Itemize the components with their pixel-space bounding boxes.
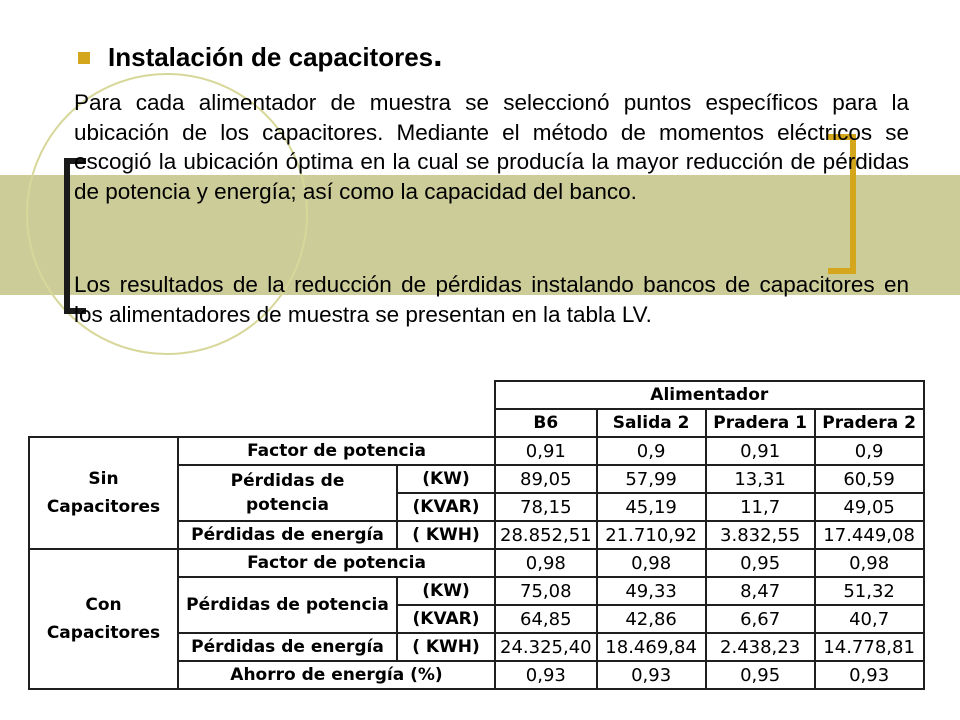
table-cell: 0,98 <box>597 549 706 577</box>
table-cell: 0,98 <box>815 549 924 577</box>
results-table <box>28 380 925 690</box>
table-cell: 51,32 <box>815 577 924 605</box>
table-cell: 18.469,84 <box>597 633 706 661</box>
unit-label: (KW) <box>397 465 495 493</box>
unit-label: (KVAR) <box>397 605 495 633</box>
table-cell: 21.710,92 <box>597 521 706 549</box>
table-cell: 45,19 <box>597 493 706 521</box>
table-cell: 11,7 <box>706 493 815 521</box>
heading-period: . <box>433 36 443 74</box>
table-cell: 17.449,08 <box>815 521 924 549</box>
table-cell: 89,05 <box>495 465 597 493</box>
table-cell: 49,33 <box>597 577 706 605</box>
column-header: Salida 2 <box>597 409 706 437</box>
table-cell: 75,08 <box>495 577 597 605</box>
unit-label: ( KWH) <box>397 633 495 661</box>
table-cell: 24.325,40 <box>495 633 597 661</box>
table-cell: 6,67 <box>706 605 815 633</box>
paragraph-2: Los resultados de la reducción de pérdidas instalando bancos de capacitores en los alimentadores de muestra se presentan en la tabla LV. <box>74 272 909 327</box>
column-header: Pradera 2 <box>815 409 924 437</box>
table-cell: 0,95 <box>706 661 815 689</box>
column-header: B6 <box>495 409 597 437</box>
square-bullet-icon <box>78 52 90 64</box>
table-cell: 0,9 <box>815 437 924 465</box>
unit-label: ( KWH) <box>397 521 495 549</box>
table-cell: 14.778,81 <box>815 633 924 661</box>
row-label: Pérdidas de energía <box>178 521 397 549</box>
table-cell: 0,95 <box>706 549 815 577</box>
table-row <box>29 549 924 577</box>
table-cell: 60,59 <box>815 465 924 493</box>
table-cell: 78,15 <box>495 493 597 521</box>
row-label: Factor de potencia <box>178 549 495 577</box>
row-label: Pérdidas de potencia <box>178 577 397 633</box>
column-header: Pradera 1 <box>706 409 815 437</box>
table-cell: 0,91 <box>495 437 597 465</box>
table-cell: 49,05 <box>815 493 924 521</box>
table-cell: 0,9 <box>597 437 706 465</box>
row-label: Pérdidas de energía <box>178 633 397 661</box>
results-table-container <box>28 380 925 690</box>
table-row <box>29 437 924 465</box>
unit-label: (KVAR) <box>397 493 495 521</box>
unit-label: (KW) <box>397 577 495 605</box>
heading-title: Instalación de capacitores <box>108 42 434 72</box>
row-label: Factor de potencia <box>178 437 495 465</box>
table-cell: 28.852,51 <box>495 521 597 549</box>
table-cell: 0,93 <box>597 661 706 689</box>
paragraph-1: Para cada alimentador de muestra se seleccionó puntos específicos para la ubicación de los capacitores. Mediante el método de momentos eléctricos se escogió la ubicación óptima en la cual se producía la mayor reducción de pérdidas de potencia y energía; así como la capacidad del banco. <box>74 90 909 205</box>
slide-heading <box>74 36 909 76</box>
alimentador-header: Alimentador <box>495 381 924 409</box>
table-cell: 8,47 <box>706 577 815 605</box>
table-cell: 0,91 <box>706 437 815 465</box>
table-cell: 40,7 <box>815 605 924 633</box>
table-cell: 42,86 <box>597 605 706 633</box>
row-label: Ahorro de energía (%) <box>178 661 495 689</box>
table-cell: 64,85 <box>495 605 597 633</box>
sin-capacitores-label: Sin Capacitores <box>29 437 178 549</box>
table-cell: 2.438,23 <box>706 633 815 661</box>
table-cell: 3.832,55 <box>706 521 815 549</box>
table-cell: 0,93 <box>815 661 924 689</box>
table-header-row-2 <box>29 409 924 437</box>
table-cell: 0,93 <box>495 661 597 689</box>
table-cell: 13,31 <box>706 465 815 493</box>
table-cell: 0,98 <box>495 549 597 577</box>
row-label: Pérdidas de potencia <box>178 465 397 521</box>
con-capacitores-label: Con Capacitores <box>29 549 178 689</box>
table-cell: 57,99 <box>597 465 706 493</box>
table-header-row-1 <box>29 381 924 409</box>
